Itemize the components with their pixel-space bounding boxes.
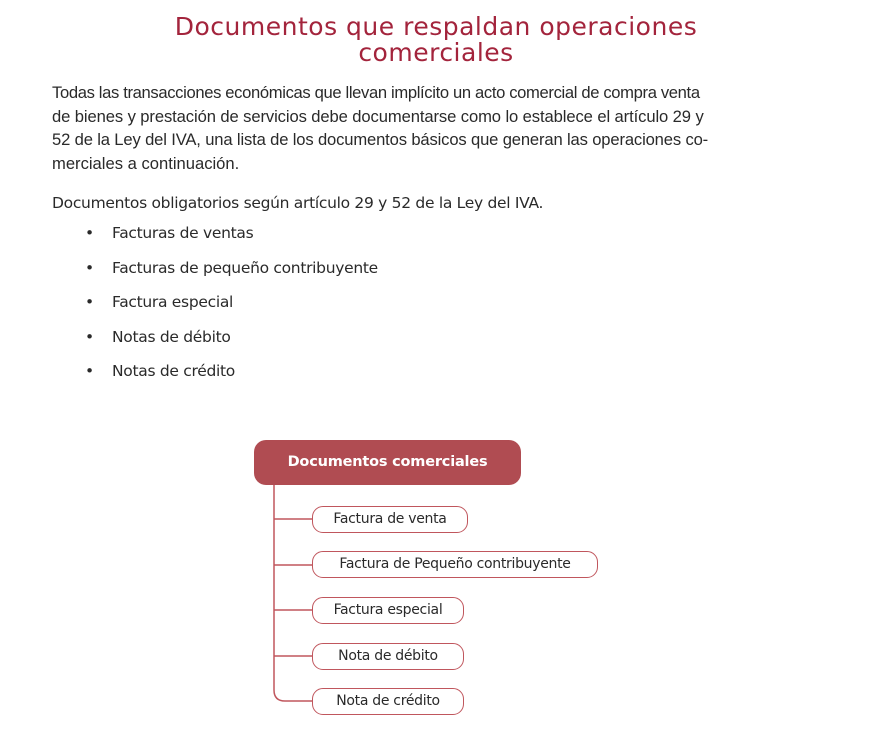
page-title-line-1: Documentos que respaldan operaciones — [174, 12, 698, 41]
bullet-icon: • — [85, 224, 94, 242]
diagram-node-factura-venta: Factura de venta — [312, 506, 468, 533]
bullet-icon: • — [85, 293, 94, 311]
intro-line: de bienes y prestación de servicios debe documentarse como lo establece el artículo 29 y — [52, 106, 704, 126]
page-title-line-2: comerciales — [358, 38, 514, 67]
list-item-text: Facturas de pequeño contribuyente — [112, 258, 378, 277]
bullet-icon: • — [85, 258, 94, 277]
intro-line: Todas las transacciones económicas que llevan implícito un acto comercial de compra venta — [52, 83, 700, 102]
connector-trunk — [274, 485, 312, 701]
diagram-node-factura-pequeno-contribuyente: Factura de Pequeño contribuyente — [312, 551, 598, 578]
diagram-node-factura-especial: Factura especial — [312, 597, 464, 624]
list-item-text: Notas de débito — [112, 327, 231, 346]
diagram-node-nota-credito: Nota de crédito — [312, 688, 464, 715]
bullet-icon: • — [85, 362, 94, 380]
list-intro: Documentos obligatorios según artículo 29 y 52 de la Ley del IVA. — [52, 194, 544, 212]
list-item-text: Facturas de ventas — [112, 224, 254, 242]
intro-line: 52 de la Ley del IVA, una lista de los documentos básicos que generan las operaciones co- — [52, 130, 709, 149]
diagram-node-nota-debito: Nota de débito — [312, 643, 464, 670]
bullet-icon: • — [85, 327, 94, 346]
diagram-root-node: Documentos comerciales — [254, 440, 521, 485]
intro-line: merciales a continuación. — [52, 153, 240, 173]
list-item-text: Notas de crédito — [112, 362, 235, 380]
list-item-text: Factura especial — [112, 293, 234, 311]
